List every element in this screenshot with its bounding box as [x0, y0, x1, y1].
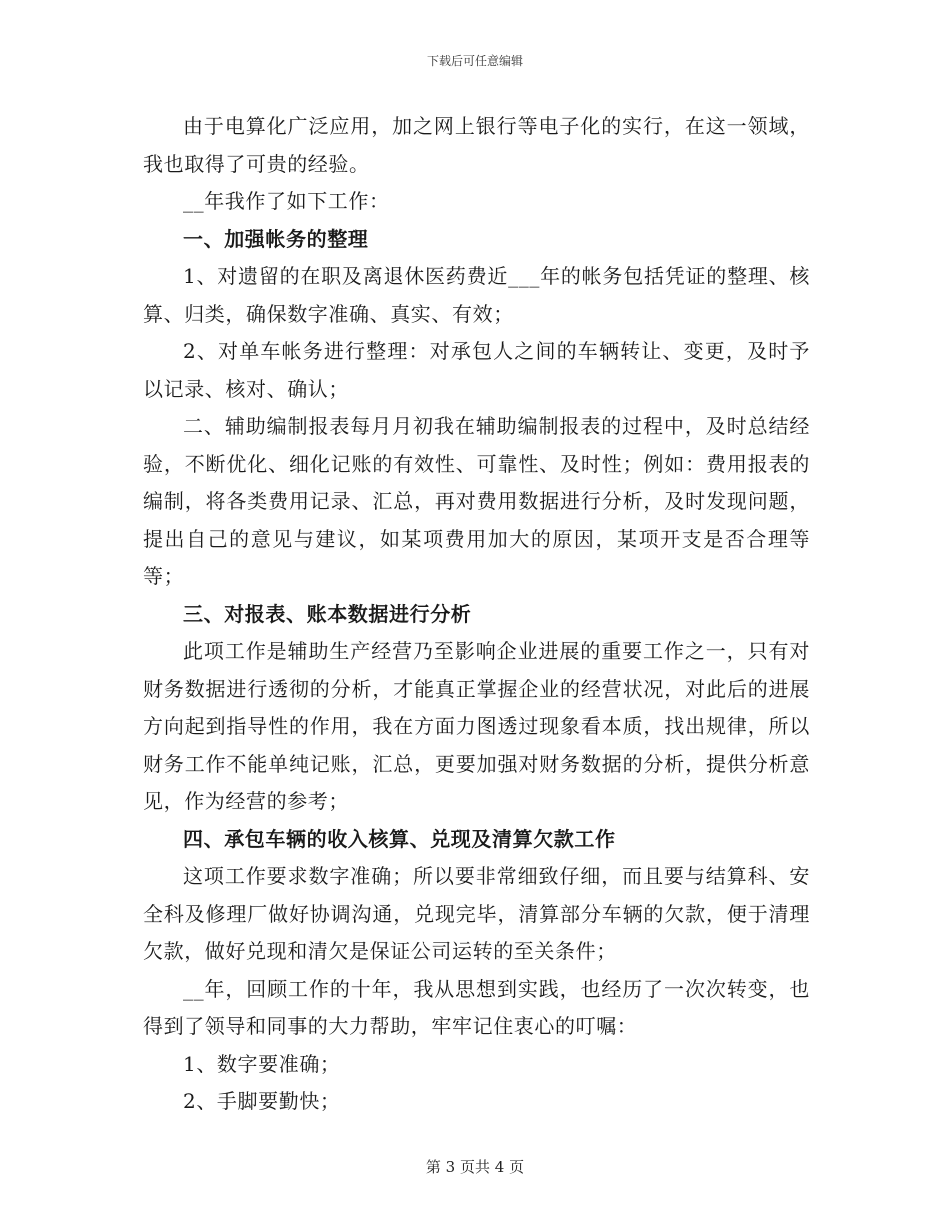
paragraph-review: __年，回顾工作的十年，我从思想到实践，也经历了一次次转变，也得到了领导和同事的大力帮助，牢牢记住衷心的叮嘱： — [143, 976, 810, 1038]
page-footer: 第 3 页共 4 页 — [425, 1158, 525, 1176]
paragraph-accuracy: 这项工作要求数字准确；所以要非常细致仔细，而且要与结算科、安全科及修理厂做好协调沟通，兑现完毕，清算部分车辆的欠款，便于清理欠款，做好兑现和清欠是保证公司运转的至关条件； — [143, 864, 810, 963]
document-body — [143, 108, 810, 1121]
paragraph-intro: 由于电算化广泛应用，加之网上银行等电子化的实行，在这一领域，我也取得了可贵的经验。 — [143, 114, 810, 176]
heading-section-3: 三、对报表、账本数据进行分析 — [183, 601, 472, 626]
paragraph-item-1: 1、对遗留的在职及离退休医药费近___年的帐务包括凭证的整理、核算、归类，确保数字准确、真实、有效； — [143, 264, 810, 326]
paragraph-work-list-intro: __年我作了如下工作： — [183, 189, 390, 213]
paragraph-analysis: 此项工作是辅助生产经营乃至影响企业进展的重要工作之一，只有对财务数据进行透彻的分析，才能真正掌握企业的经营状况，对此后的进展方向起到指导性的作用，我在方面力图透过现象看本质，找出规律，所以财务工作不能单纯记账，汇总，更要加强对财务数据的分析，提供分析意见，作为经营的参考； — [143, 639, 810, 813]
paragraph-section-2: 二、辅助编制报表每月月初我在辅助编制报表的过程中，及时总结经验，不断优化、细化记账的有效性、可靠性、及时性；例如：费用报表的编制，将各类费用记录、汇总，再对费用数据进行分析，及时发现问题，提出自己的意见与建议，如某项费用加大的原因，某项开支是否合理等等； — [143, 414, 810, 588]
paragraph-rule-2: 2、手脚要勤快； — [183, 1089, 341, 1113]
paragraph-item-2: 2、对单车帐务进行整理：对承包人之间的车辆转让、变更，及时予以记录、核对、确认； — [143, 339, 810, 401]
page-header: 下载后可任意编辑 — [426, 54, 523, 68]
paragraph-rule-1: 1、数字要准确； — [183, 1051, 341, 1076]
heading-section-1: 一、加强帐务的整理 — [183, 226, 369, 251]
heading-section-4: 四、承包车辆的收入核算、兑现及清算欠款工作 — [183, 826, 616, 851]
